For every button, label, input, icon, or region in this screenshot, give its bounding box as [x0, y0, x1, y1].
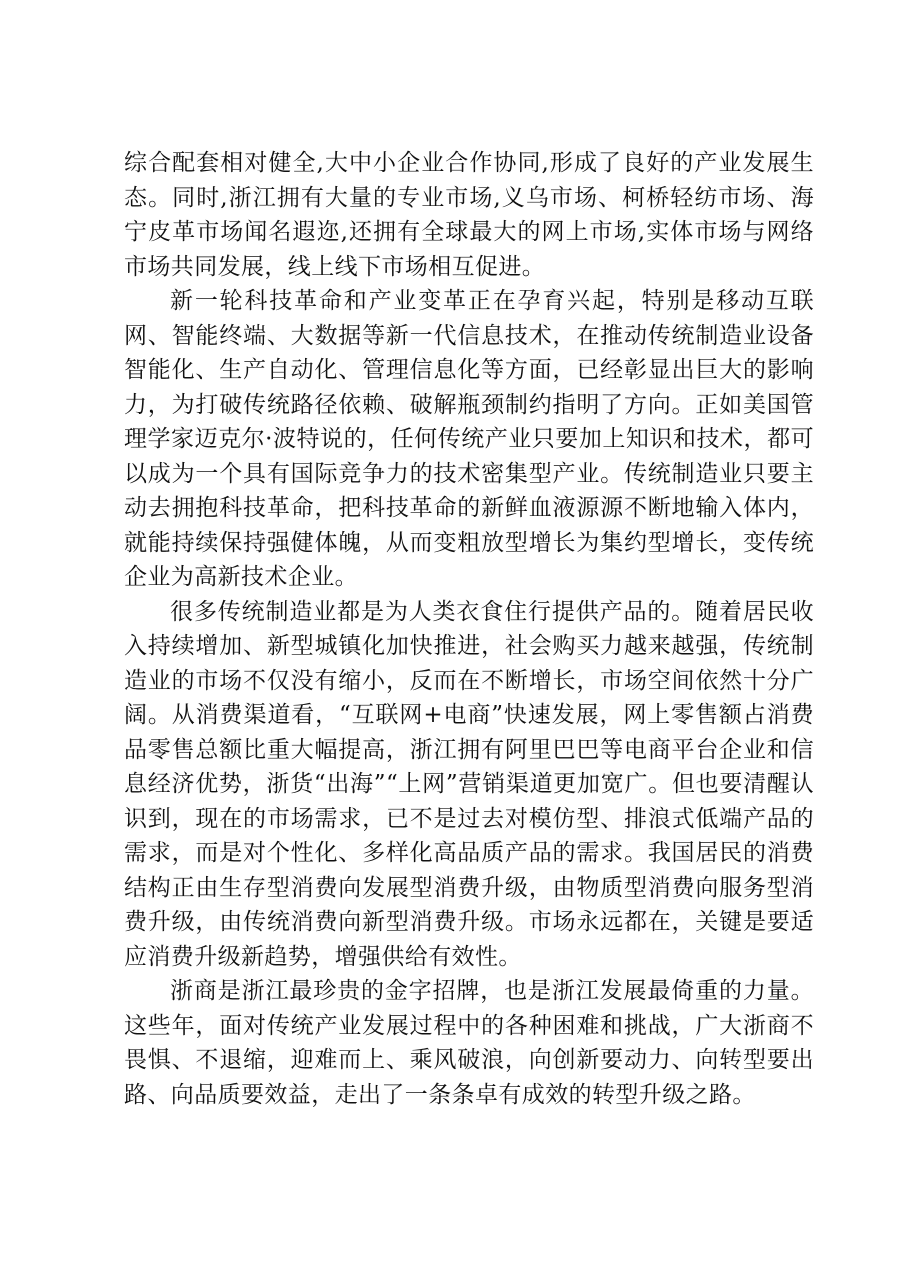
- paragraph-zhejiang-merchants: 浙商是浙江最珍贵的金字招牌，也是浙江发展最倚重的力量。这些年，面对传统产业发展过程中的各种困难和挑战，广大浙商不畏惧、不退缩，迎难而上、乘风破浪，向创新要动力、向转型要出路、向品质要效益，走出了一条条卓有成效的转型升级之路。: [124, 978, 814, 1108]
- paragraph-market-demand: 很多传统制造业都是为人类衣食住行提供产品的。随着居民收入持续增加、新型城镇化加快推进，社会购买力越来越强，传统制造业的市场不仅没有缩小，反而在不断增长，市场空间依然十分广阔。从消费渠道看，“互联网+电商”快速发展，网上零售额占消费品零售总额比重大幅提高，浙江拥有阿里巴巴等电商平台企业和信息经济优势，浙货“出海”“上网”营销渠道更加宽广。但也要清醒认识到，现在的市场需求，已不是过去对模仿型、排浪式低端产品的需求，而是对个性化、多样化高品质产品的需求。我国居民的消费结构正由生存型消费向发展型消费升级，由物质型消费向服务型消费升级，由传统消费向新型消费升级。市场永远都在，关键是要适应消费升级新趋势，增强供给有效性。: [124, 598, 814, 970]
- document-body: [124, 146, 814, 1112]
- paragraph-tech-revolution: 新一轮科技革命和产业变革正在孕育兴起，特别是移动互联网、智能终端、大数据等新一代信息技术，在推动传统制造业设备智能化、生产自动化、管理信息化等方面，已经彰显出巨大的影响力，为打破传统路径依赖、破解瓶颈制约指明了方向。正如美国管理学家迈克尔·波特说的，任何传统产业只要加上知识和技术，都可以成为一个具有国际竞争力的技术密集型产业。传统制造业只要主动去拥抱科技革命，把科技革命的新鲜血液源源不断地输入体内，就能持续保持强健体魄，从而变粗放型增长为集约型增长，变传统企业为高新技术企业。: [124, 288, 814, 590]
- paragraph-continuation: 综合配套相对健全,大中小企业合作协同,形成了良好的产业发展生态。同时,浙江拥有大量的专业市场,义乌市场、柯桥轻纺市场、海宁皮革市场闻名遐迩,还拥有全球最大的网上市场,实体市场与网络市场共同发展，线上线下市场相互促进。: [124, 150, 814, 280]
